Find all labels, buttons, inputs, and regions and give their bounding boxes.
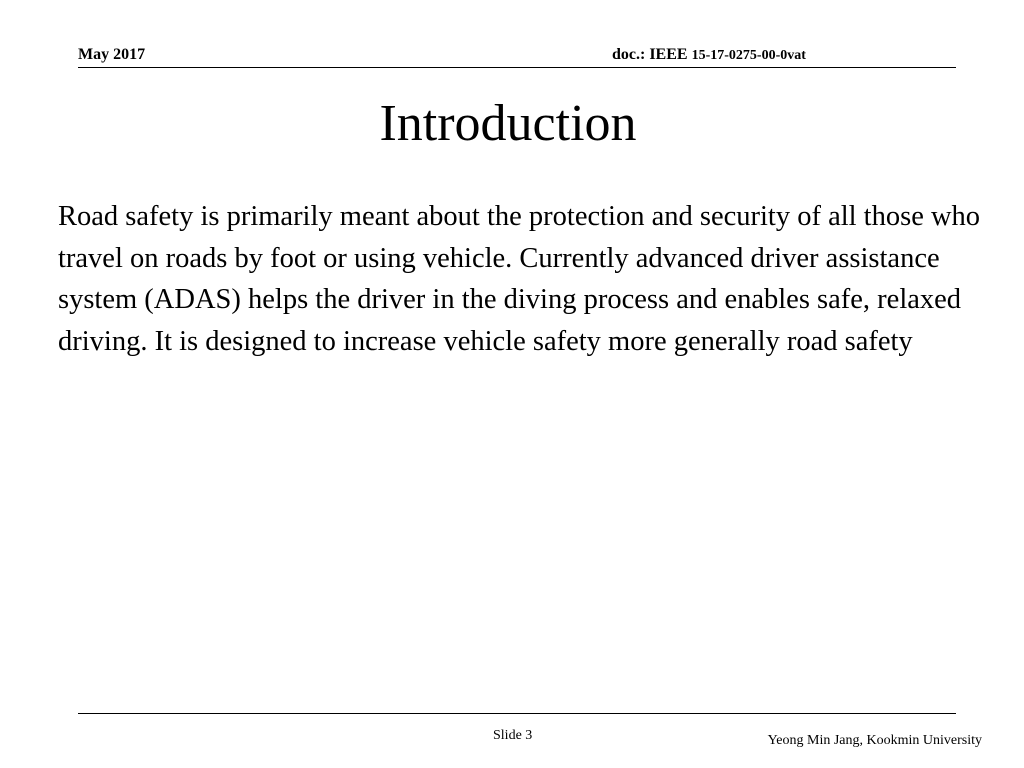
- footer-divider: [78, 713, 956, 714]
- slide-body-text: Road safety is primarily meant about the protection and security of all those who travel on roads by foot or using vehicle. Currently advanced driver assistance system (ADAS) helps the driver in the diving process and enables safe, relaxed driving. It is designed to increase vehicle safety more generally road safety: [58, 201, 981, 357]
- header-divider: [78, 67, 956, 68]
- header-doc-number: 15-17-0275-00-0vat: [691, 48, 806, 63]
- header-doc-id: [612, 46, 806, 64]
- header-date: May 2017: [78, 46, 146, 63]
- header-doc-prefix: doc.: IEEE: [612, 46, 692, 63]
- footer-author: Yeong Min Jang, Kookmin University: [767, 733, 982, 748]
- slide-number: Slide 3: [493, 728, 533, 743]
- slide-title: Introduction: [379, 95, 637, 152]
